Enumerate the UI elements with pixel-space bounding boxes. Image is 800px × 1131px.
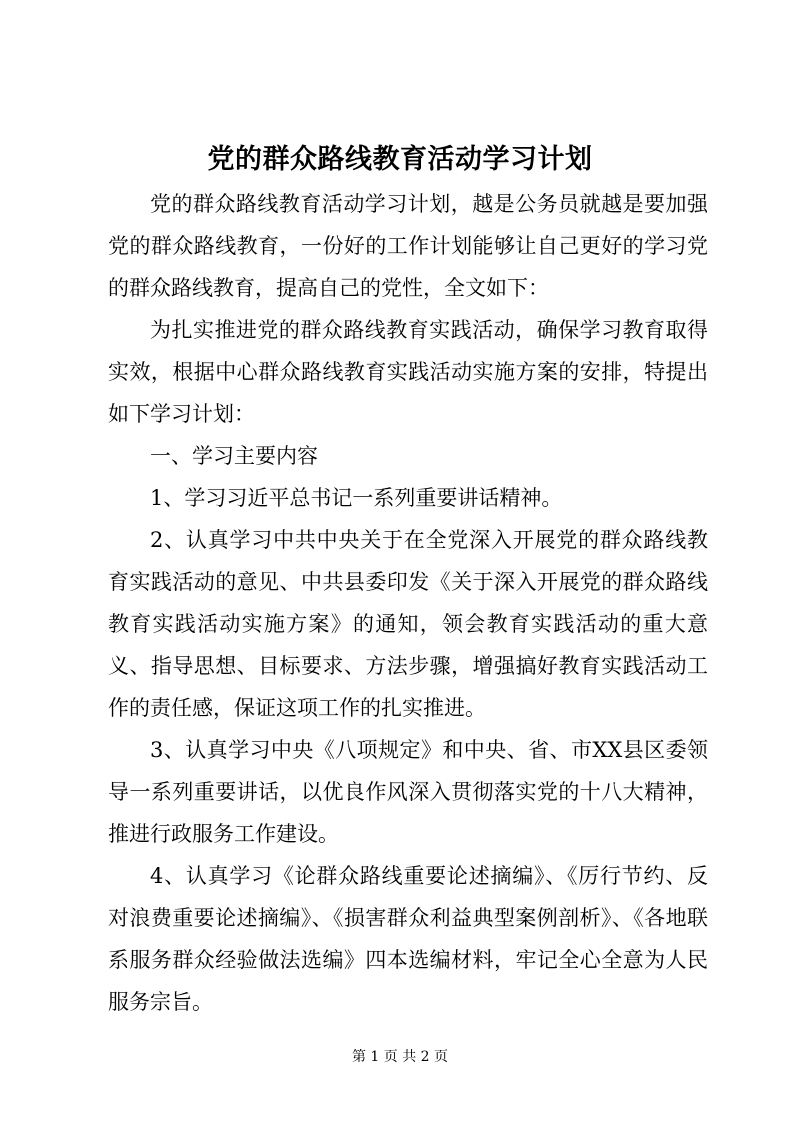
list-item-4: 4、认真学习《论群众路线重要论述摘编》、《厉行节约、反对浪费重要论述摘编》、《损害群众利益典型案例剖析》、《各地联系服务群众经验做法选编》四本选编材料，牢记全心全意为人民服务宗旨。 (108, 864, 708, 1014)
section-heading: 一、学习主要内容 (150, 444, 318, 468)
list-item-3: 3、认真学习中央《八项规定》和中央、省、市XX县区委领导一系列重要讲话，以优良作风深入贯彻落实党的十八大精神，推进行政服务工作建设。 (108, 738, 708, 846)
list-item-2: 2、认真学习中共中央关于在全党深入开展党的群众路线教育实践活动的意见、中共县委印发《关于深入开展党的群众路线教育实践活动实施方案》的通知，领会教育实践活动的重大意义、指导思想、目标要求、方法步骤，增强搞好教育实践活动工作的责任感，保证这项工作的扎实推进。 (108, 528, 708, 720)
page-footer: 第 1 页 共 2 页 (351, 1049, 449, 1065)
list-item-1: 1、学习习近平总书记一系列重要讲话精神。 (150, 486, 563, 510)
intro-paragraph: 党的群众路线教育活动学习计划，越是公务员就越是要加强党的群众路线教育，一份好的工作计划能够让自己更好的学习党的群众路线教育，提高自己的党性，全文如下： (108, 192, 708, 300)
document-title: 党的群众路线教育活动学习计划 (207, 144, 593, 175)
purpose-paragraph: 为扎实推进党的群众路线教育实践活动，确保学习教育取得实效，根据中心群众路线教育实践活动实施方案的安排，特提出如下学习计划： (108, 318, 708, 426)
document-body (108, 183, 708, 1023)
